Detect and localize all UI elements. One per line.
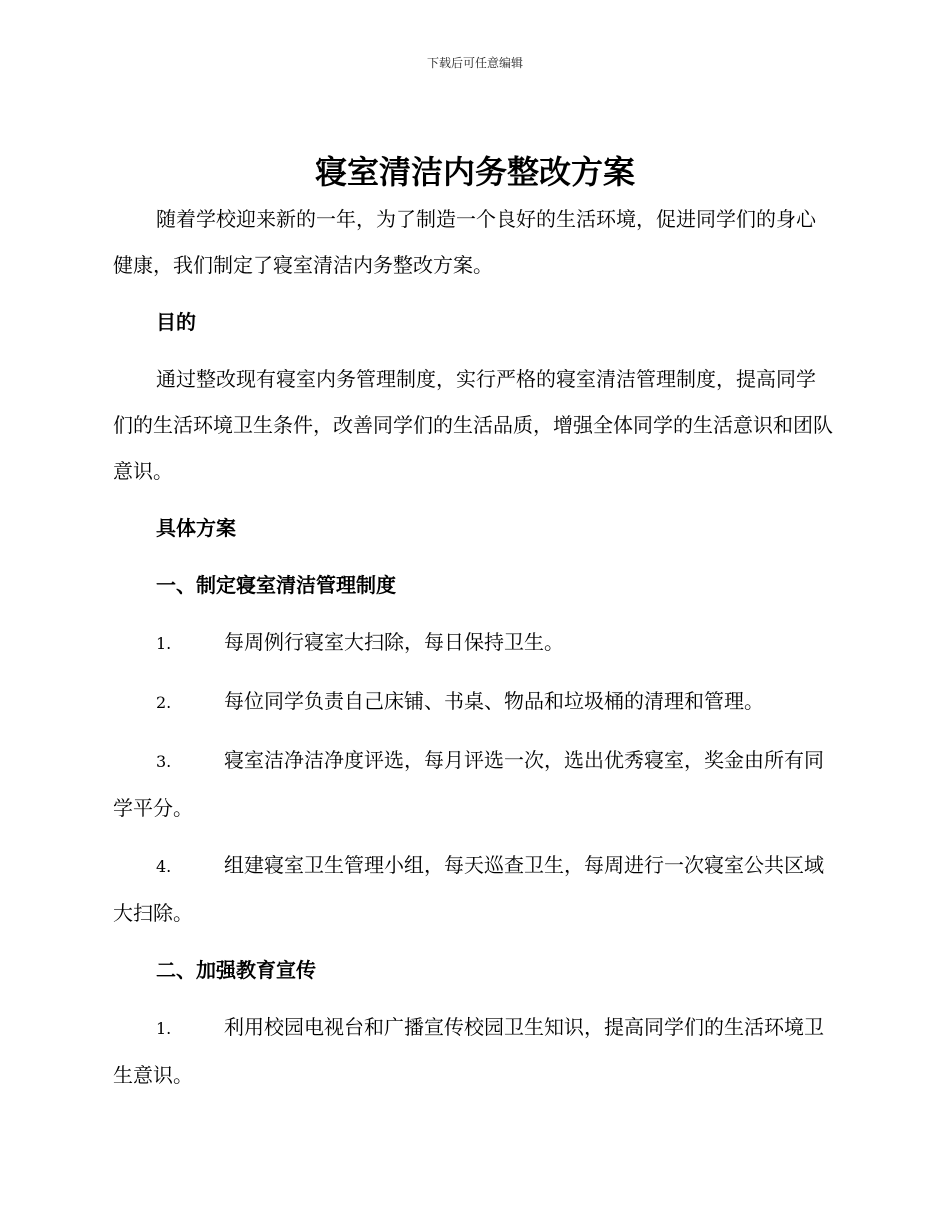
list-item-text: 组建寝室卫生管理小组，每天巡查卫生，每周进行一次寝室公共区域大扫除。 [113, 853, 824, 925]
list-item-text: 每周例行寝室大扫除，每日保持卫生。 [224, 630, 564, 654]
list-item [113, 1004, 835, 1098]
list-item-text: 利用校园电视台和广播宣传校园卫生知识，提高同学们的生活环境卫生意识。 [113, 1015, 824, 1087]
list-item-number: 4. [156, 857, 172, 876]
list-item-number: 1. [156, 634, 172, 653]
list-item-number: 1. [156, 1019, 172, 1038]
list-item-number: 3. [156, 752, 172, 771]
header-note: 下载后可任意编辑 [426, 56, 523, 70]
section2-heading: 二、加强教育宣传 [156, 958, 316, 982]
list-item-text: 每位同学负责自己床铺、书桌、物品和垃圾桶的清理和管理。 [224, 689, 764, 713]
list-item-text: 寝室洁净洁净度评选，每月评选一次，选出优秀寝室，奖金由所有同学平分。 [113, 748, 824, 820]
list-item [113, 619, 835, 667]
purpose-heading: 目的 [156, 310, 196, 334]
list-item [113, 737, 835, 831]
plan-heading: 具体方案 [156, 516, 236, 540]
list-item [113, 842, 835, 936]
document-title: 寝室清洁内务整改方案 [314, 153, 635, 191]
intro-paragraph: 随着学校迎来新的一年，为了制造一个良好的生活环境，促进同学们的身心健康，我们制定了寝室清洁内务整改方案。 [113, 207, 816, 277]
purpose-paragraph: 通过整改现有寝室内务管理制度，实行严格的寝室清洁管理制度，提高同学们的生活环境卫生条件，改善同学们的生活品质，增强全体同学的生活意识和团队意识。 [113, 367, 833, 483]
document-body [113, 196, 835, 1109]
section1-heading: 一、制定寝室清洁管理制度 [156, 573, 396, 597]
list-item [113, 678, 835, 726]
list-item-number: 2. [156, 693, 172, 712]
